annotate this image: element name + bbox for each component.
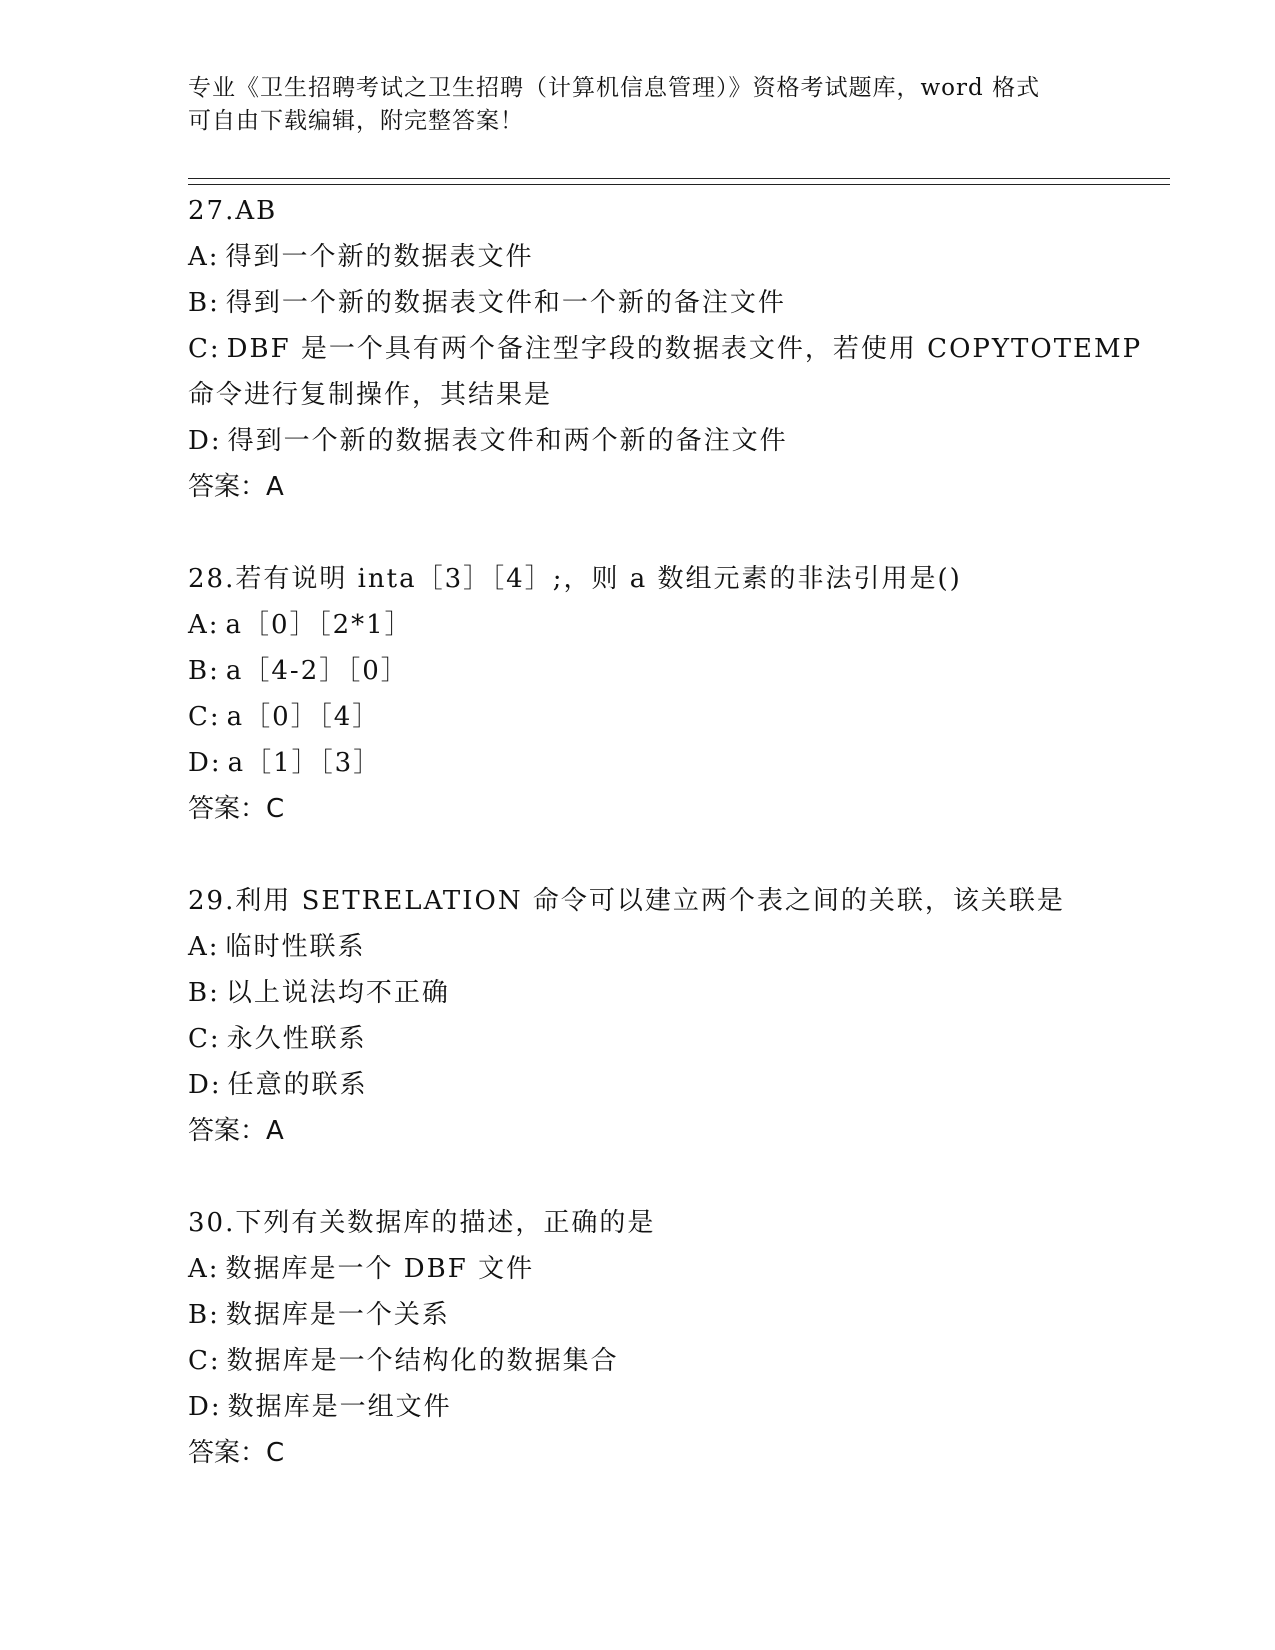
option-line	[188, 1246, 1128, 1292]
option-text: 得到一个新的数据表文件和两个新的备注文件	[227, 426, 788, 456]
option-line	[188, 924, 1128, 970]
question-block	[188, 878, 1128, 1154]
header-divider-top	[188, 178, 1170, 179]
option-prefix: C:	[188, 334, 221, 364]
option-prefix: A:	[188, 1254, 220, 1284]
option-text: a［0］［4］	[226, 702, 381, 732]
option-line	[188, 326, 1143, 372]
option-prefix: D:	[188, 748, 222, 778]
option-line	[188, 1384, 1128, 1430]
option-prefix: D:	[188, 426, 222, 456]
option-text: 数据库是一个 DBF 文件	[225, 1254, 535, 1284]
option-text: a［0］［2*1］	[225, 610, 413, 640]
option-text: 数据库是一个结构化的数据集合	[226, 1346, 619, 1376]
option-line	[188, 234, 1128, 280]
option-text: 数据库是一组文件	[227, 1392, 452, 1422]
option-line	[188, 1292, 1128, 1338]
question-stem: 27.AB	[188, 196, 278, 226]
option-prefix: D:	[188, 1070, 222, 1100]
option-prefix: B:	[188, 1300, 220, 1330]
question-stem: 30.下列有关数据库的描述，正确的是	[188, 1208, 656, 1238]
question-block	[188, 1200, 1128, 1476]
header-line-2: 可自由下载编辑，附完整答案！	[188, 108, 524, 134]
header-line-1: 专业《卫生招聘考试之卫生招聘（计算机信息管理）》资格考试题库，word 格式	[188, 75, 1041, 101]
option-prefix: B:	[188, 978, 220, 1008]
option-prefix: A:	[188, 610, 220, 640]
answer-line: 答案：C	[188, 794, 285, 824]
answer-line: 答案：A	[188, 472, 284, 502]
option-line	[188, 740, 1128, 786]
option-prefix: C:	[188, 1346, 221, 1376]
answer-line: 答案：A	[188, 1116, 284, 1146]
option-prefix: D:	[188, 1392, 222, 1422]
option-line	[188, 694, 1128, 740]
option-text: DBF 是一个具有两个备注型字段的数据表文件，若使用 COPYTOTEMP	[226, 334, 1143, 364]
option-line	[188, 1338, 1128, 1384]
option-text: 得到一个新的数据表文件	[225, 242, 534, 272]
option-text: 命令进行复制操作，其结果是	[188, 380, 553, 410]
option-text: 任意的联系	[227, 1070, 368, 1100]
option-text: 得到一个新的数据表文件和一个新的备注文件	[225, 288, 786, 318]
option-line	[188, 418, 1128, 464]
option-text: 临时性联系	[225, 932, 366, 962]
header-divider-bottom	[188, 184, 1170, 185]
option-line	[188, 648, 1128, 694]
question-stem: 28.若有说明 inta［3］［4］;，则 a 数组元素的非法引用是()	[188, 564, 962, 594]
option-text: a［1］［3］	[227, 748, 382, 778]
option-line	[188, 602, 1128, 648]
option-prefix: C:	[188, 702, 221, 732]
option-prefix: B:	[188, 656, 220, 686]
question-stem: 29.利用 SETRELATION 命令可以建立两个表之间的关联，该关联是	[188, 886, 1065, 916]
document-header	[188, 72, 1108, 138]
option-prefix: A:	[188, 932, 220, 962]
option-text: 以上说法均不正确	[225, 978, 450, 1008]
option-line	[188, 970, 1128, 1016]
option-line	[188, 1062, 1128, 1108]
question-block	[188, 556, 1128, 832]
option-prefix: A:	[188, 242, 220, 272]
option-text: 永久性联系	[226, 1024, 367, 1054]
option-line	[188, 1016, 1128, 1062]
question-block	[188, 188, 1143, 510]
question-list	[188, 188, 1143, 1522]
answer-line: 答案：C	[188, 1438, 285, 1468]
option-prefix: B:	[188, 288, 220, 318]
option-line	[188, 372, 1128, 418]
option-text: a［4-2］［0］	[225, 656, 409, 686]
option-prefix: C:	[188, 1024, 221, 1054]
option-line	[188, 280, 1128, 326]
option-text: 数据库是一个关系	[225, 1300, 450, 1330]
